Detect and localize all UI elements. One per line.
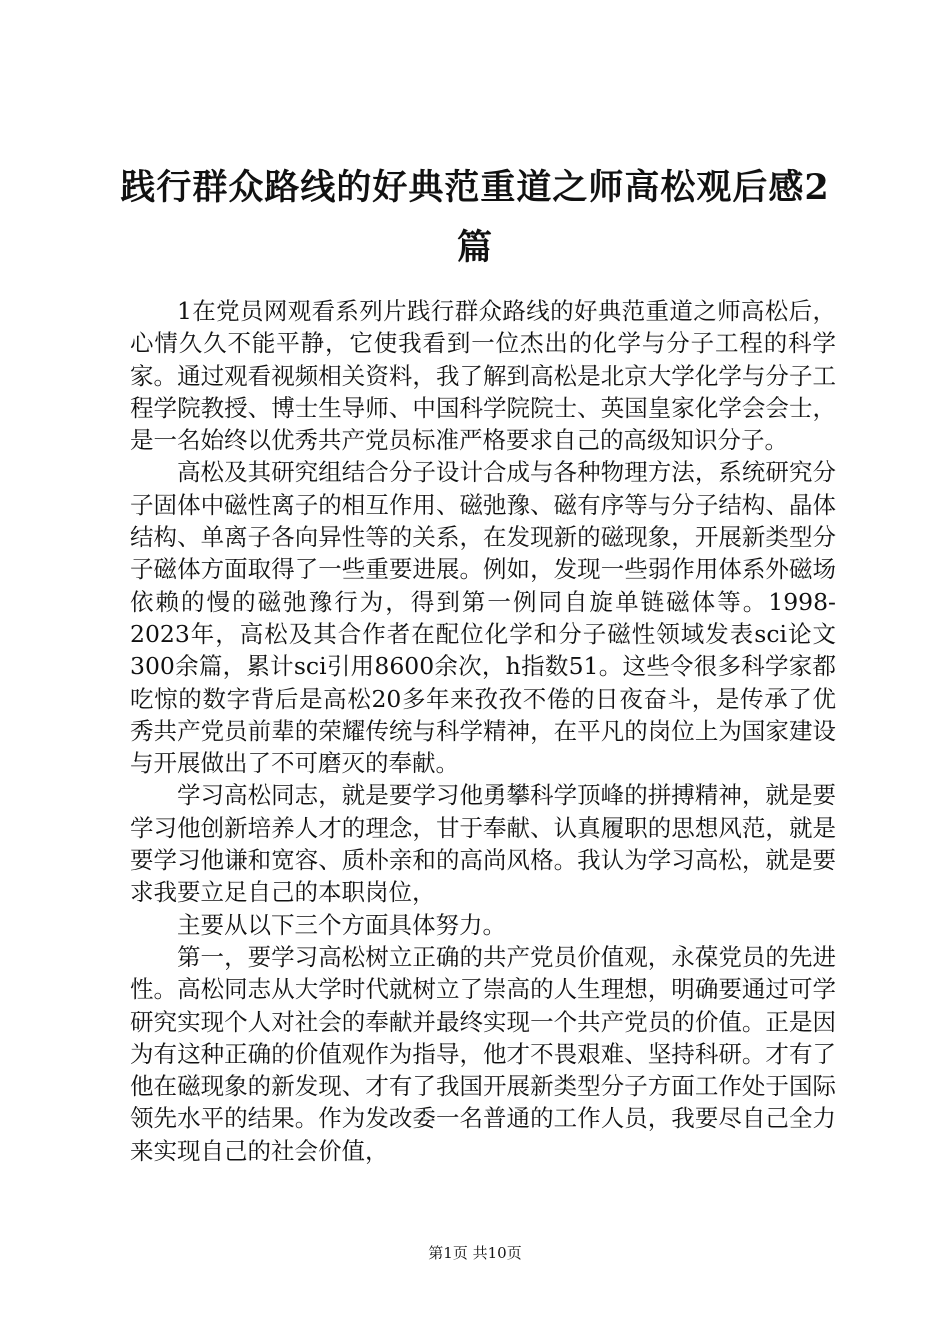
document-body	[130, 295, 836, 1167]
paragraph: 第一，要学习高松树立正确的共产党员价值观，永葆党员的先进性。高松同志从大学时代就树立了崇高的人生理想，明确要通过可学研究实现个人对社会的奉献并最终实现一个共产党员的价值。正是因为有这种正确的价值观作为指导，他才不畏艰难、坚持科研。才有了他在磁现象的新发现、才有了我国开展新类型分子方面工作处于国际领先水平的结果。作为发改委一名普通的工作人员，我要尽自己全力来实现自己的社会价值，	[130, 942, 836, 1165]
paragraph: 主要从以下三个方面具体努力。	[177, 910, 506, 939]
page-number-footer: 第1页 共10页	[428, 1244, 522, 1262]
document-title: 践行群众路线的好典范重道之师高松观后感2篇	[120, 167, 830, 268]
paragraph: 高松及其研究组结合分子设计合成与各种物理方法，系统研究分子固体中磁性离子的相互作用、磁弛豫、磁有序等与分子结构、晶体结构、单离子各向异性等的关系，在发现新的磁现象，开展新类型分子磁体方面取得了一些重要进展。例如，发现一些弱作用体系外磁场依赖的慢的磁弛豫行为，得到第一例同自旋单链磁体等。1998-2023年，高松及其合作者在配位化学和分子磁性领域发表sci论文300余篇，累计sci引用8600余次，h指数51。这些令很多科学家都吃惊的数字背后是高松20多年来孜孜不倦的日夜奋斗，是传承了优秀共产党员前辈的荣耀传统与科学精神，在平凡的岗位上为国家建设与开展做出了不可磨灭的奉献。	[130, 458, 836, 778]
paragraph: 学习高松同志，就是要学习他勇攀科学顶峰的拼搏精神，就是要学习他创新培养人才的理念，甘于奉献、认真履职的思想风范，就是要学习他谦和宽容、质朴亲和的高尚风格。我认为学习高松，就是要求我要立足自己的本职岗位，	[130, 781, 836, 907]
paragraph: 1在党员网观看系列片践行群众路线的好典范重道之师高松后，心情久久不能平静，它使我看到一位杰出的化学与分子工程的科学家。通过观看视频相关资料，我了解到高松是北京大学化学与分子工程学院教授、博士生导师、中国科学院院士、英国皇家化学会会士，是一名始终以优秀共产党员标准严格要求自己的高级知识分子。	[130, 297, 836, 455]
